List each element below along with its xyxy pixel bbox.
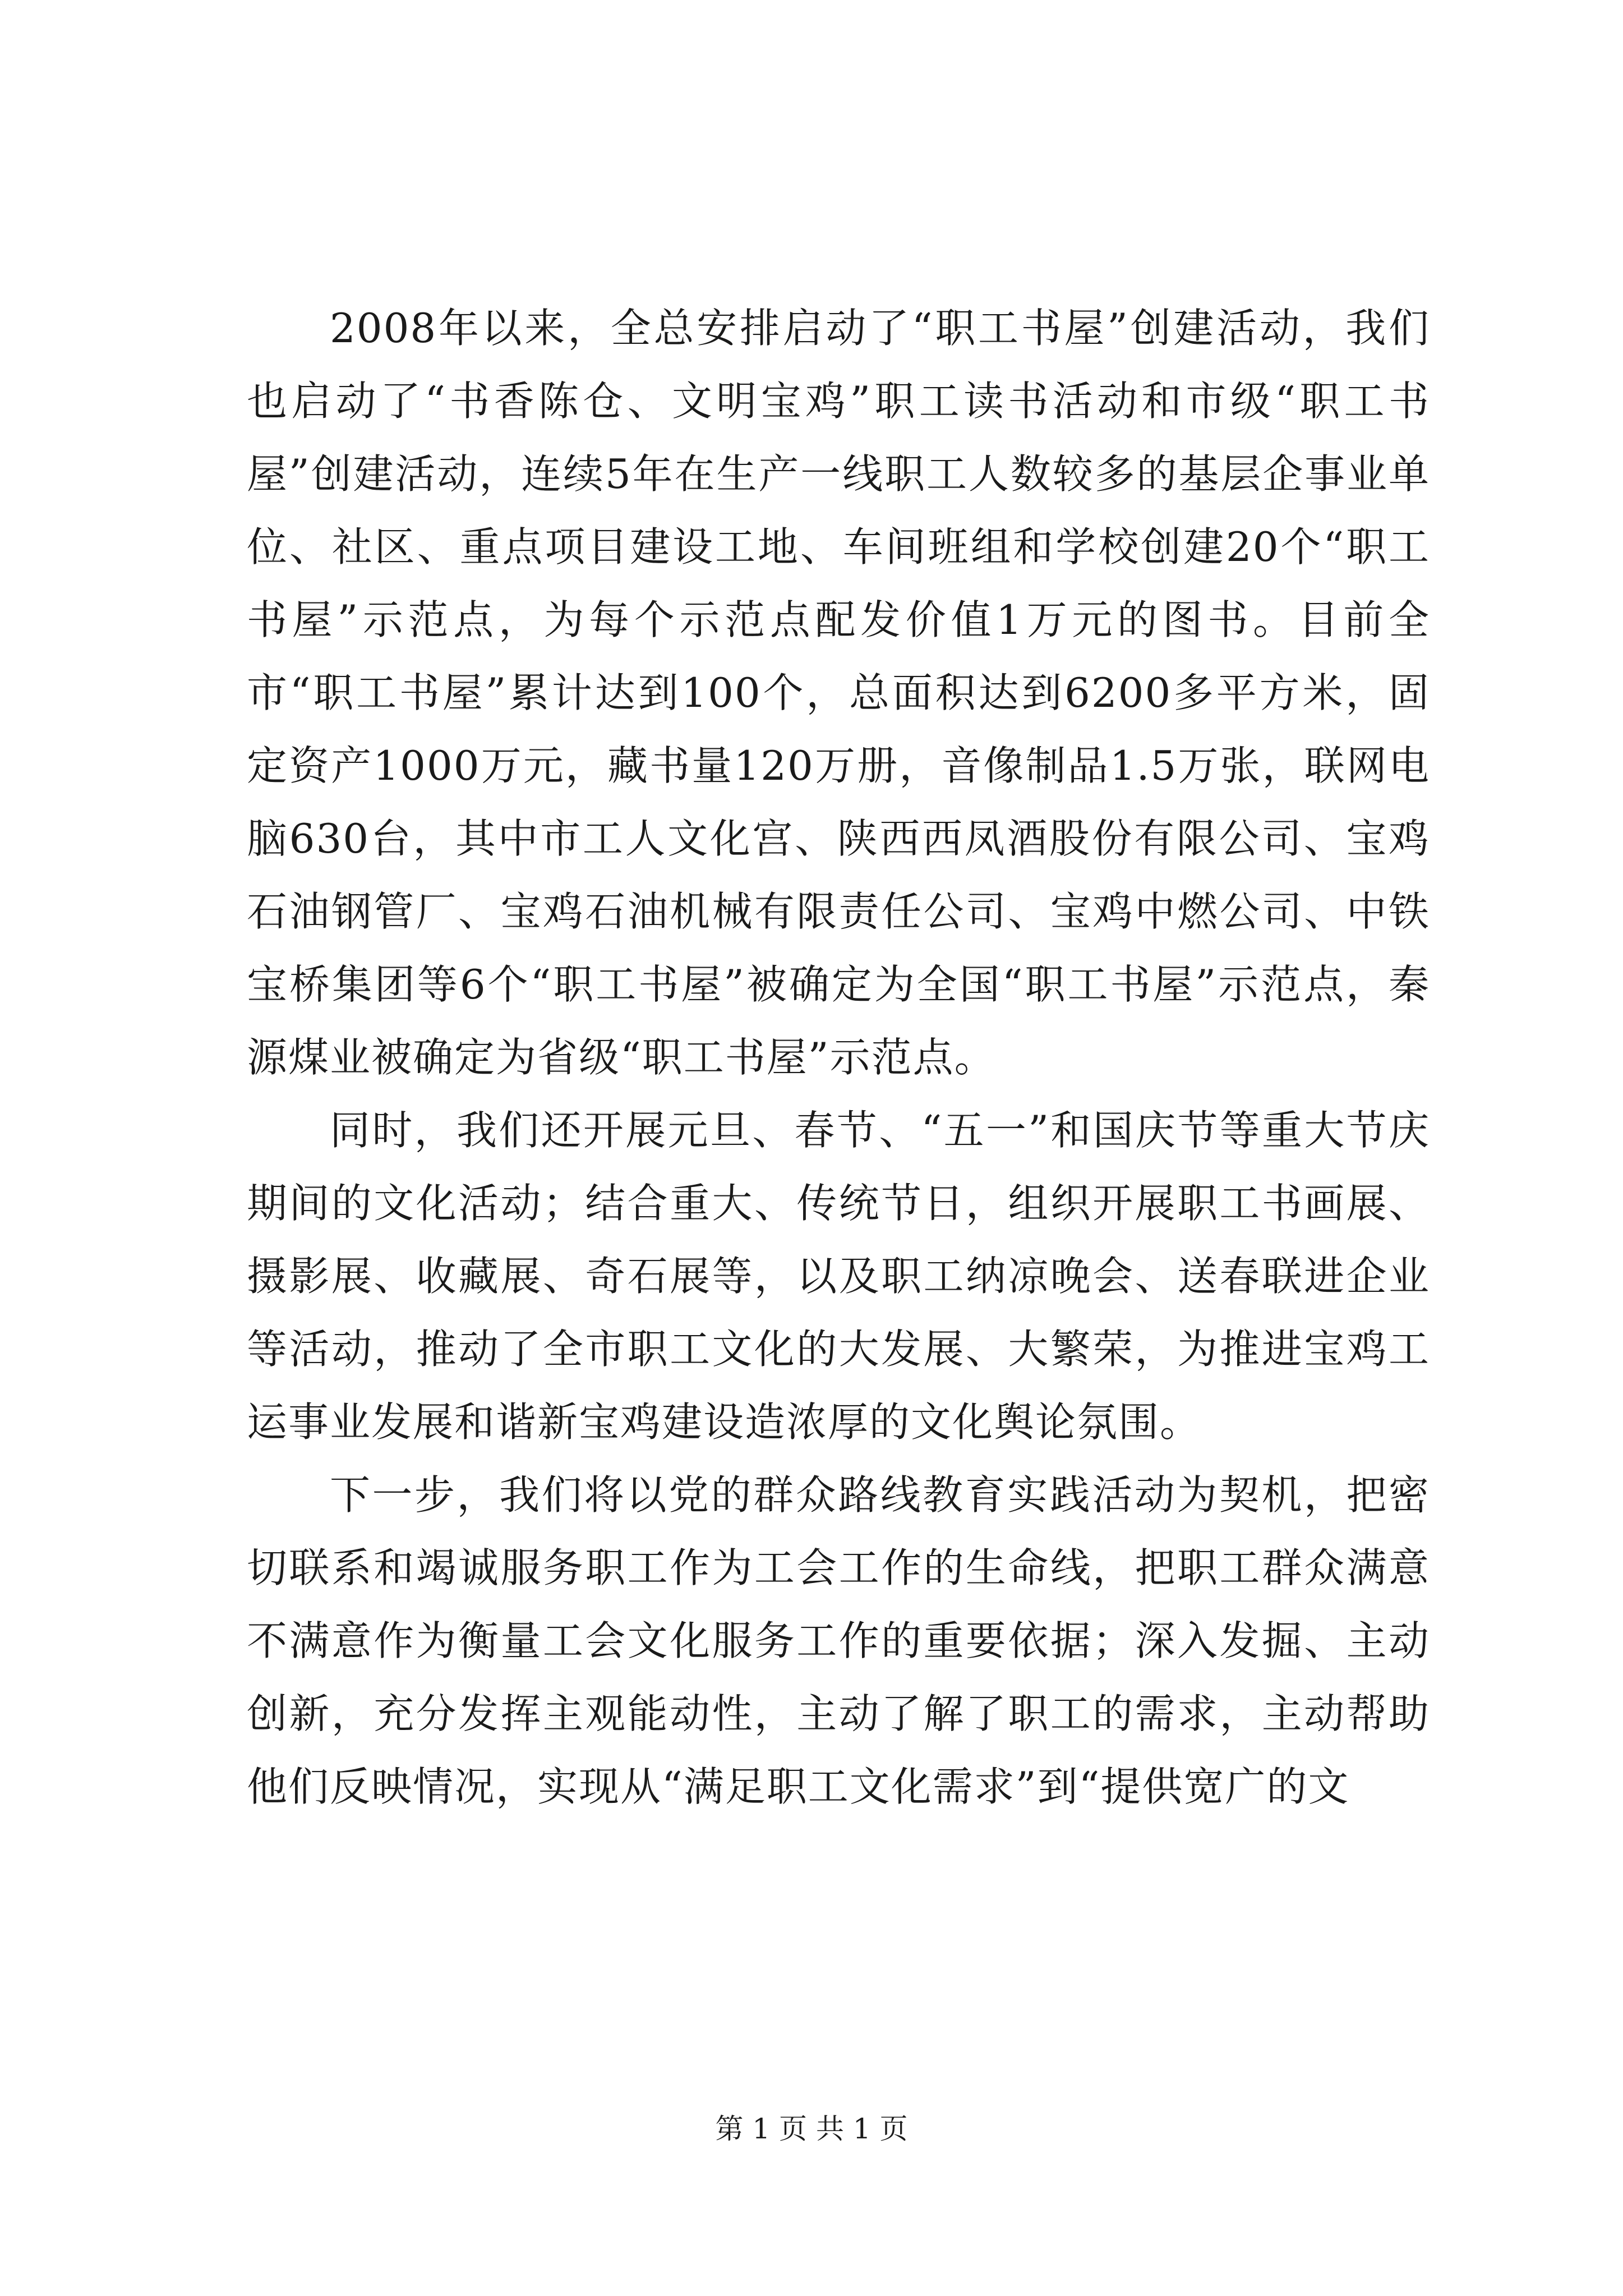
document-body <box>247 292 1430 1823</box>
paragraph-next-steps: 下一步，我们将以党的群众路线教育实践活动为契机，把密切联系和竭诚服务职工作为工会工作的生命线，把职工群众满意不满意作为衡量工会文化服务工作的重要依据；深入发掘、主动创新，充分发挥主观能动性，主动了解了职工的需求，主动帮助他们反映情况，实现从“满足职工文化需求”到“提供宽广的文 <box>247 1471 1430 1810</box>
paragraph-festival-activities: 同时，我们还开展元旦、春节、“五一”和国庆节等重大节庆期间的文化活动；结合重大、传统节日，组织开展职工书画展、摄影展、收藏展、奇石展等，以及职工纳凉晚会、送春联进企业等活动，推动了全市职工文化的大发展、大繁荣，为推进宝鸡工运事业发展和谐新宝鸡建设造浓厚的文化舆论氛围。 <box>247 1107 1430 1446</box>
page-number-footer: 第 1 页 共 1 页 <box>715 2113 908 2145</box>
paragraph-workers-bookhouse: 2008年以来，全总安排启动了“职工书屋”创建活动，我们也启动了“书香陈仓、文明宝鸡”职工读书活动和市级“职工书屋”创建活动，连续5年在生产一线职工人数较多的基层企事业单位、社区、重点项目建设工地、车间班组和学校创建20个“职工书屋”示范点，为每个示范点配发价值1万元的图书。目前全市“职工书屋”累计达到100个，总面积达到6200多平方米，固定资产1000万元，藏书量120万册，音像制品1.5万张，联网电脑630台，其中市工人文化宫、陕西西凤酒股份有限公司、宝鸡石油钢管厂、宝鸡石油机械有限责任公司、宝鸡中燃公司、中铁宝桥集团等6个“职工书屋”被确定为全国“职工书屋”示范点，秦源煤业被确定为省级“职工书屋”示范点。 <box>247 305 1430 1081</box>
